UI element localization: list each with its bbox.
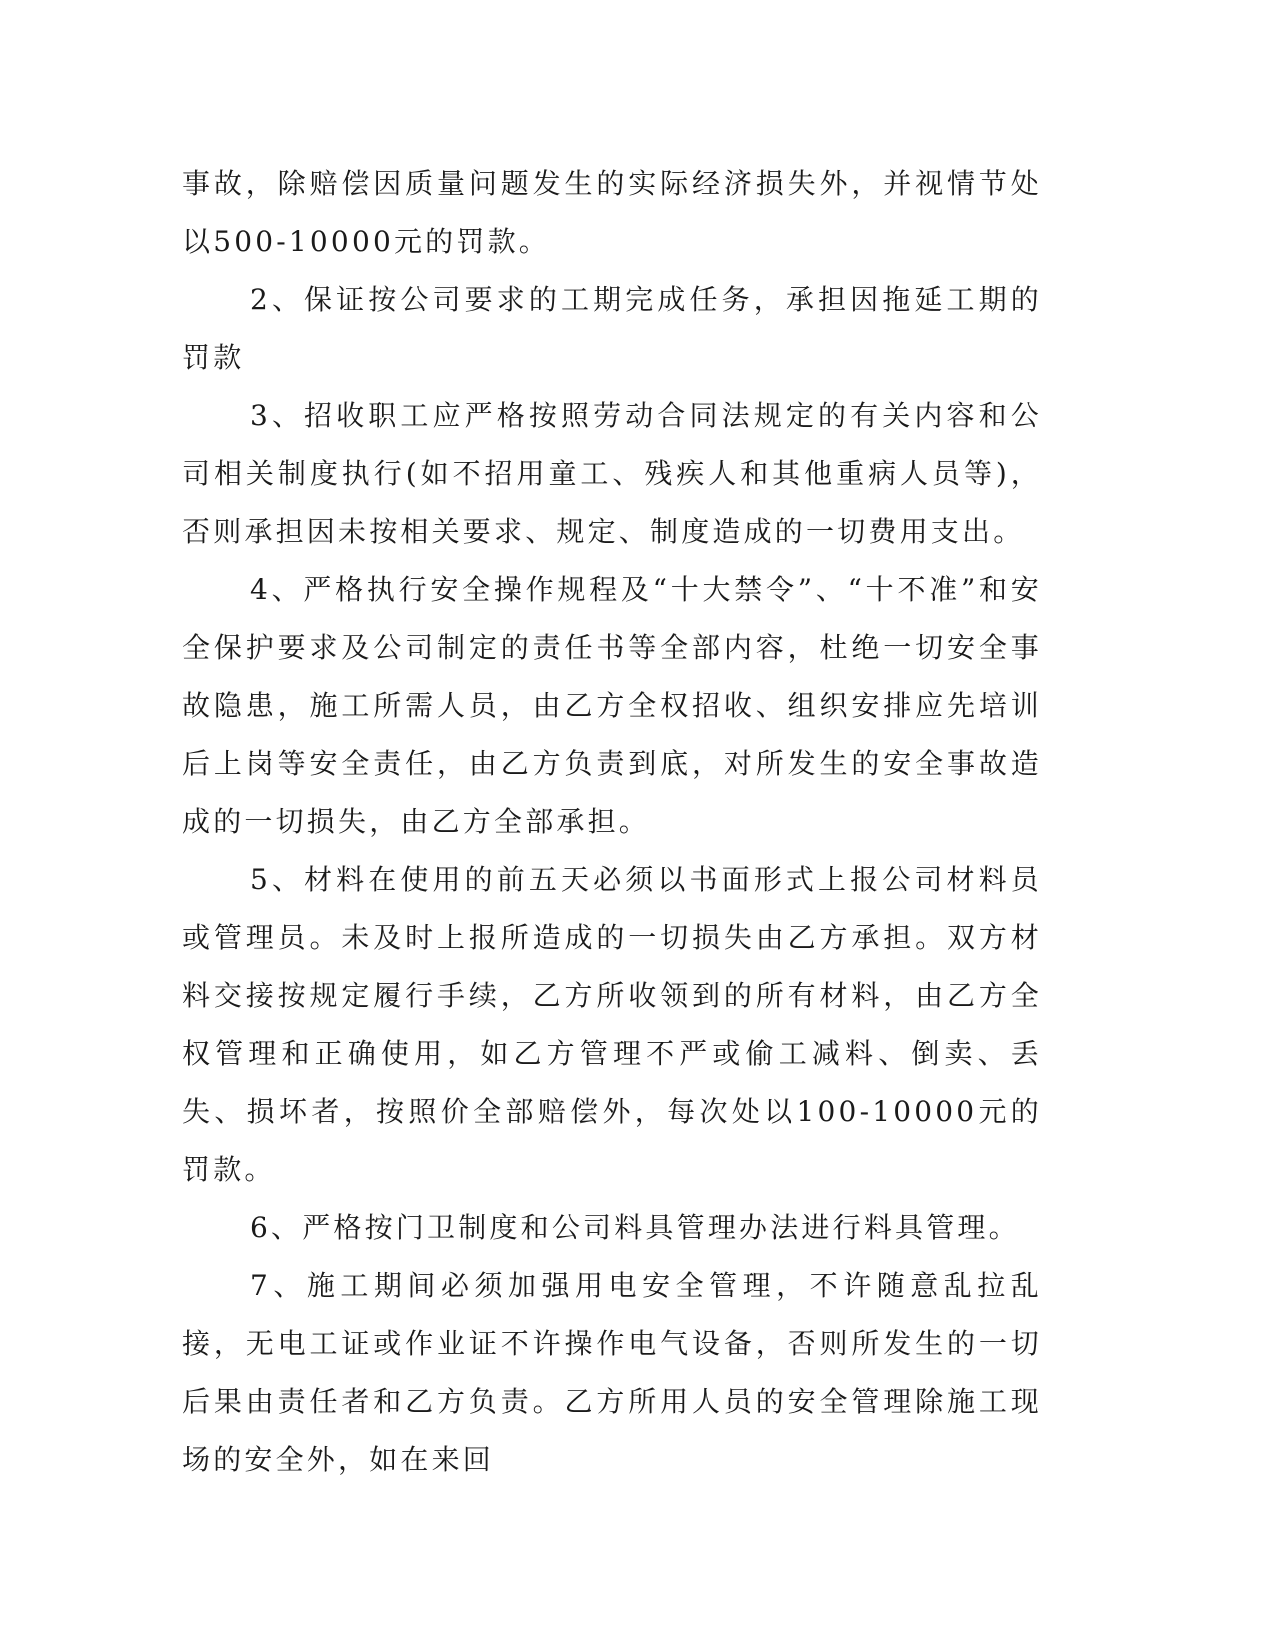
paragraph-clause-3: 3、招收职工应严格按照劳动合同法规定的有关内容和公司相关制度执行(如不招用童工、残疾人和其他重病人员等)，否则承担因未按相关要求、规定、制度造成的一切费用支出。 [182, 399, 1042, 548]
paragraph-clause-7: 7、施工期间必须加强用电安全管理，不许随意乱拉乱接，无电工证或作业证不许操作电气设备，否则所发生的一切后果由责任者和乙方负责。乙方所用人员的安全管理除施工现场的安全外，如在来回 [182, 1269, 1042, 1476]
paragraph-clause-5: 5、材料在使用的前五天必须以书面形式上报公司材料员或管理员。未及时上报所造成的一切损失由乙方承担。双方材料交接按规定履行手续，乙方所收领到的所有材料，由乙方全权管理和正确使用，如乙方管理不严或偷工减料、倒卖、丢失、损坏者，按照价全部赔偿外，每次处以100-10000元的罚款。 [182, 863, 1042, 1186]
paragraph-clause-2: 2、保证按公司要求的工期完成任务，承担因拖延工期的罚款 [182, 283, 1042, 374]
document-body [182, 155, 1042, 1489]
paragraph-clause-6: 6、严格按门卫制度和公司料具管理办法进行料具管理。 [250, 1211, 1020, 1244]
paragraph-clause-4: 4、严格执行安全操作规程及“十大禁令”、“十不准”和安全保护要求及公司制定的责任书等全部内容，杜绝一切安全事故隐患，施工所需人员，由乙方全权招收、组织安排应先培训后上岗等安全责任，由乙方负责到底，对所发生的安全事故造成的一切损失，由乙方全部承担。 [182, 573, 1042, 838]
paragraph-continuation: 事故，除赔偿因质量问题发生的实际经济损失外，并视情节处以500-10000元的罚款。 [182, 167, 1042, 258]
